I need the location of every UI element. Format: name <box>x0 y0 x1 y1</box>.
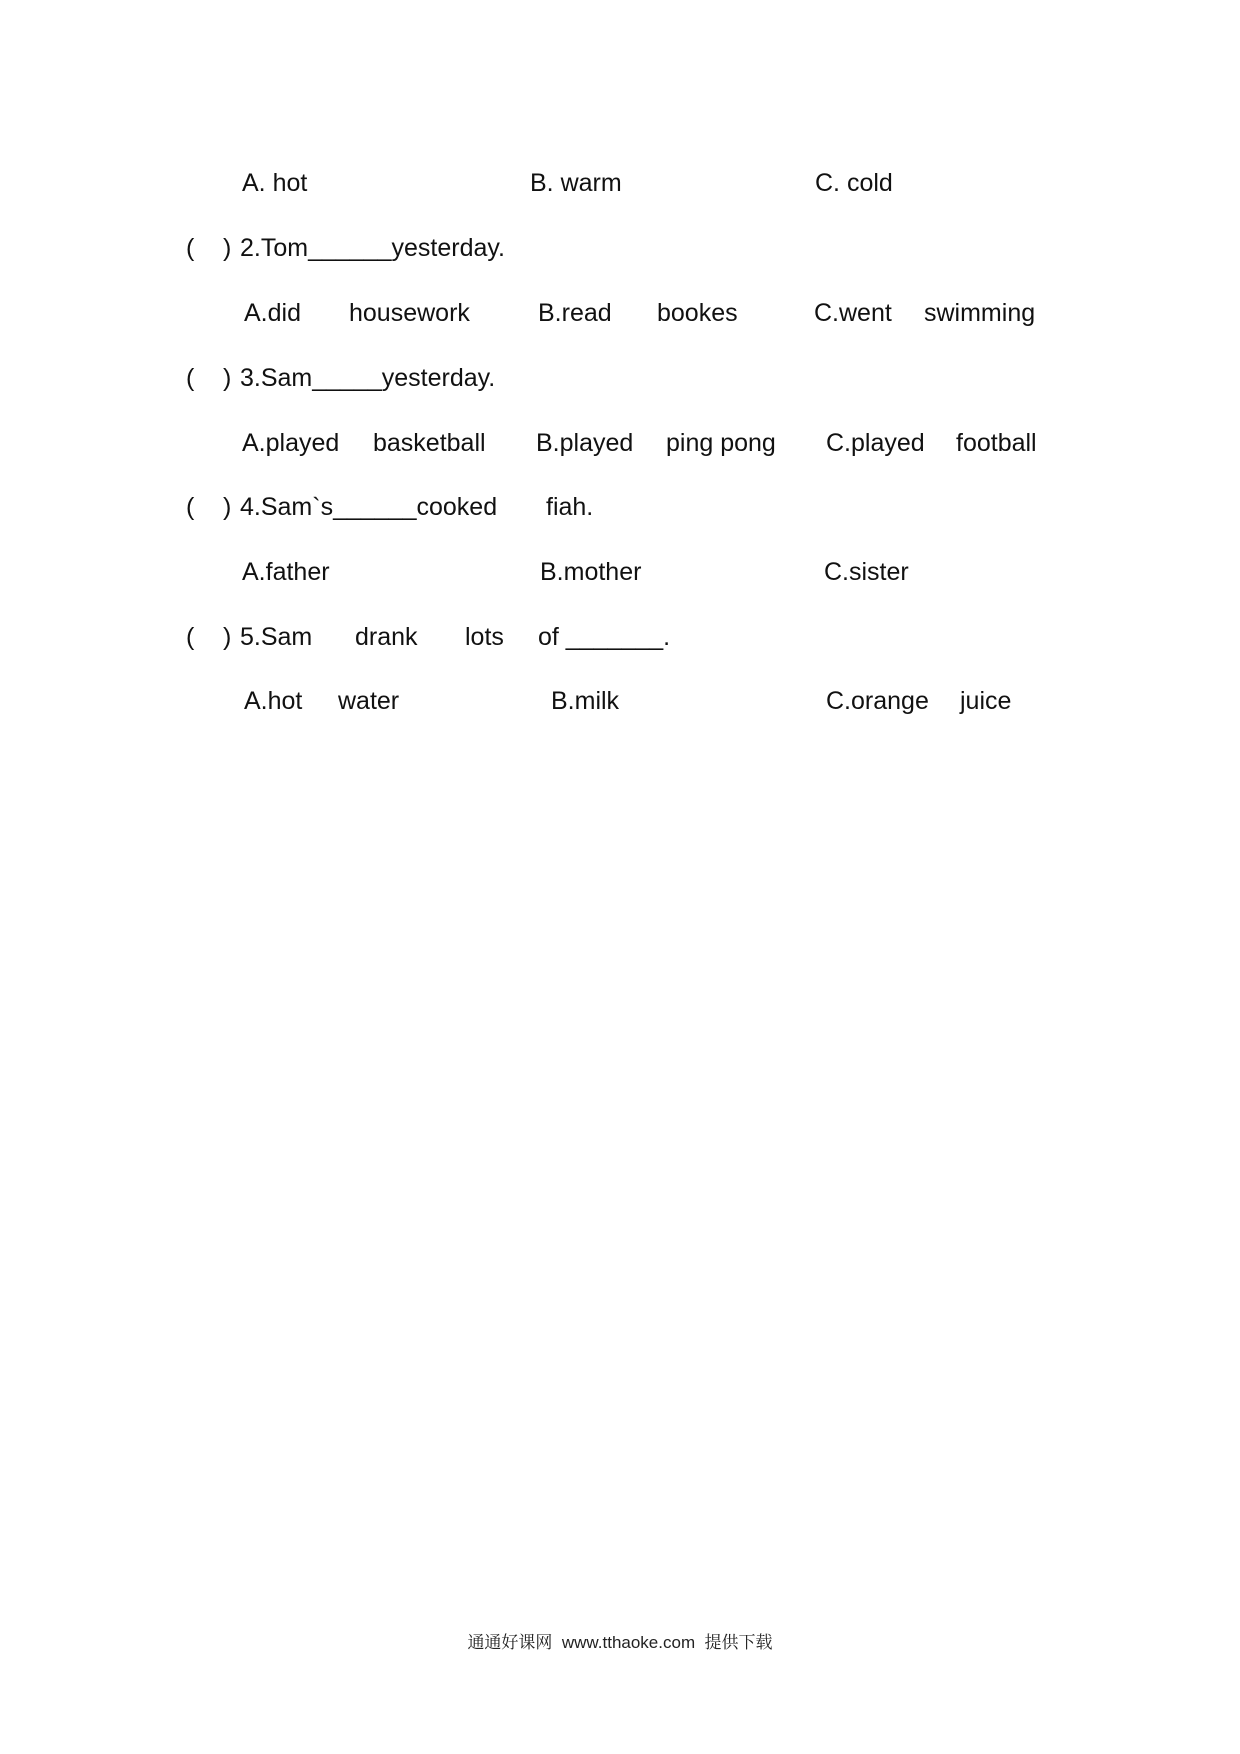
q4-option-c: C.sister <box>824 558 909 586</box>
q3-answer-paren-close: ) <box>223 364 232 392</box>
q3-option-b: B.played <box>536 429 634 457</box>
q5-option-a: A.hot <box>244 687 303 715</box>
q2-answer-paren-open: ( <box>186 234 195 262</box>
q5-answer-paren-open: ( <box>186 623 195 651</box>
q2-option-a: A.did <box>244 299 301 327</box>
q2-stem: 2.Tom______yesterday. <box>240 234 505 262</box>
q5-option-a-cont: water <box>338 687 400 715</box>
q1-option-a: A. hot <box>242 169 308 197</box>
q1-option-c: C. cold <box>815 169 893 197</box>
q5-stem-word-3: lots <box>465 623 504 651</box>
q4-stem: 4.Sam`s______cooked <box>240 493 498 521</box>
q2-option-a-cont: housework <box>349 299 470 327</box>
q5-answer-paren-close: ) <box>223 623 232 651</box>
q4-answer-paren-close: ) <box>223 493 232 521</box>
q2-option-c: C.went <box>814 299 892 327</box>
q5-option-c-cont: juice <box>960 687 1012 715</box>
q4-option-a: A.father <box>242 558 330 586</box>
q4-stem-cont: fiah. <box>546 493 594 521</box>
q5-stem-blank: of _______. <box>538 623 671 651</box>
q5-stem-word-2: drank <box>355 623 418 651</box>
footer-source-note: 通通好课网 www.tthaoke.com 提供下载 <box>467 1633 773 1652</box>
q3-option-a-cont: basketball <box>373 429 486 457</box>
q5-stem: 5.Sam <box>240 623 313 651</box>
q5-option-b: B.milk <box>551 687 620 715</box>
q3-option-c-cont: football <box>956 429 1037 457</box>
q2-answer-paren-close: ) <box>223 234 232 262</box>
q4-option-b: B.mother <box>540 558 642 586</box>
q5-option-c: C.orange <box>826 687 929 715</box>
q3-stem: 3.Sam_____yesterday. <box>240 364 496 392</box>
q1-option-b: B. warm <box>530 169 622 197</box>
q2-option-b-cont: bookes <box>657 299 738 327</box>
q3-answer-paren-open: ( <box>186 364 195 392</box>
q3-option-b-cont: ping pong <box>666 429 776 457</box>
q2-option-c-cont: swimming <box>924 299 1036 327</box>
q2-option-b: B.read <box>538 299 612 327</box>
q3-option-c: C.played <box>826 429 925 457</box>
q4-answer-paren-open: ( <box>186 493 195 521</box>
q3-option-a: A.played <box>242 429 340 457</box>
